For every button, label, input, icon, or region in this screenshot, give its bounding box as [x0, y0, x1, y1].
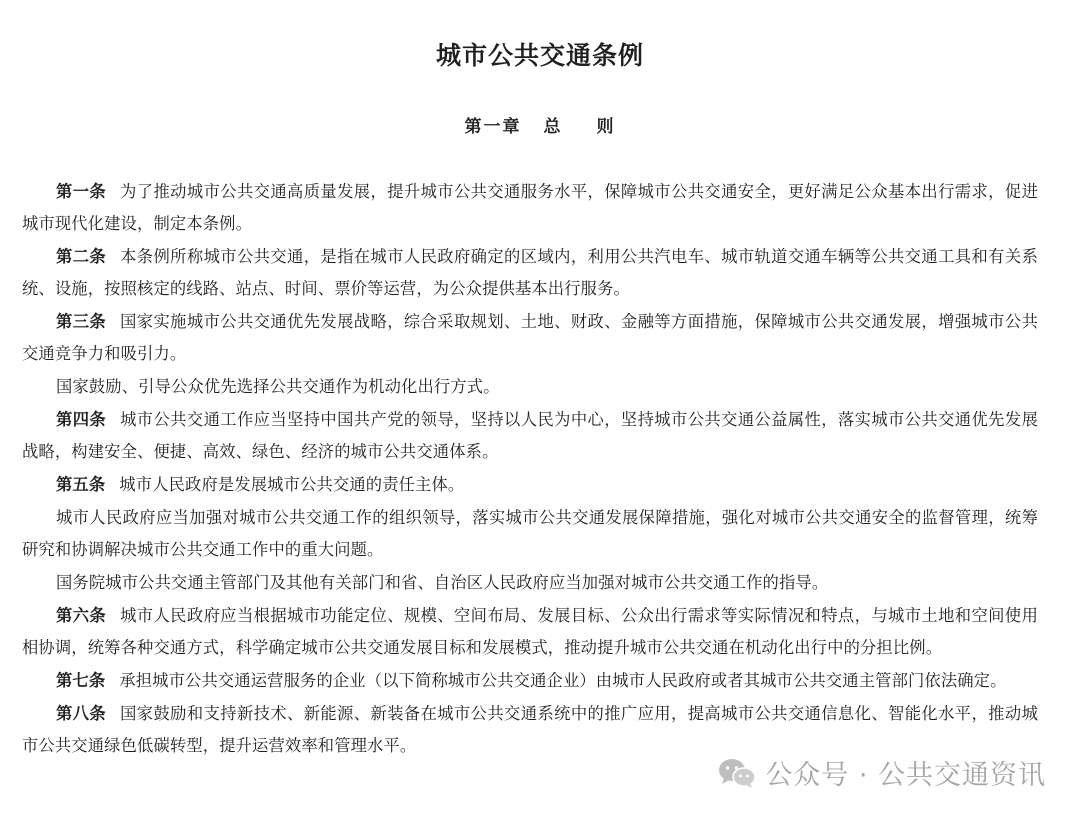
article-text: 城市人民政府应当根据城市功能定位、规模、空间布局、发展目标、公众出行需求等实际情况和特点，与城市土地和空间使用相协调，统筹各种交通方式，科学确定城市公共交通发展目标和发展模式，推动提升城市公共交通在机动化出行中的分担比例。	[22, 606, 1038, 657]
paragraph-article-4	[22, 404, 1038, 468]
article-number: 第一条	[56, 182, 107, 201]
article-text: 城市公共交通工作应当坚持中国共产党的领导，坚持以人民为中心，坚持城市公共交通公益属性，落实城市公共交通优先发展战略，构建安全、便捷、高效、绿色、经济的城市公共交通体系。	[22, 410, 1038, 461]
article-text: 城市人民政府是发展城市公共交通的责任主体。	[119, 475, 465, 494]
paragraph-article-5-clause-2	[22, 502, 1038, 566]
document-title: 城市公共交通条例	[435, 41, 644, 70]
watermark	[717, 753, 1046, 792]
paragraph-article-2	[22, 241, 1038, 305]
article-number: 第三条	[56, 312, 107, 331]
chapter-name-part1: 总	[543, 117, 563, 137]
chapter-number: 第一章	[464, 117, 522, 137]
article-number: 第五条	[56, 475, 106, 494]
watermark-text: 公众号 · 公共交通资讯	[765, 760, 1046, 791]
article-text: 为了推动城市公共交通高质量发展，提升城市公共交通服务水平，保障城市公共交通安全，更好满足公众基本出行需求，促进城市现代化建设，制定本条例。	[22, 182, 1038, 233]
article-number: 第四条	[56, 410, 107, 429]
chapter-heading	[0, 112, 1080, 137]
paragraph-article-3-clause-2	[22, 371, 1038, 403]
paragraph-article-6	[22, 600, 1038, 664]
paragraph-article-1	[22, 176, 1038, 240]
article-number: 第六条	[56, 606, 107, 625]
article-text: 国家实施城市公共交通优先发展战略，综合采取规划、土地、财政、金融等方面措施，保障城市公共交通发展，增强城市公共交通竞争力和吸引力。	[22, 312, 1038, 363]
article-number: 第二条	[56, 247, 107, 266]
paragraph-article-3	[22, 306, 1038, 370]
article-text: 国家鼓励、引导公众优先选择公共交通作为机动化出行方式。	[56, 377, 500, 396]
article-text: 国家鼓励和支持新技术、新能源、新装备在城市公共交通系统中的推广应用，提高城市公共交通信息化、智能化水平，推动城市公共交通绿色低碳转型，提升运营效率和管理水平。	[22, 704, 1038, 755]
article-number: 第八条	[56, 704, 107, 723]
article-text: 国务院城市公共交通主管部门及其他有关部门和省、自治区人民政府应当加强对城市公共交通工作的指导。	[56, 573, 829, 592]
document-body	[22, 176, 1038, 763]
article-text: 承担城市公共交通运营服务的企业（以下简称城市公共交通企业）由城市人民政府或者其城市公共交通主管部门依法确定。	[119, 671, 1007, 690]
paragraph-article-5-clause-3	[22, 567, 1038, 599]
chapter-name-part2: 则	[596, 117, 616, 137]
article-number: 第七条	[56, 671, 106, 690]
article-text: 本条例所称城市公共交通，是指在城市人民政府确定的区域内，利用公共汽电车、城市轨道交通车辆等公共交通工具和有关系统、设施，按照核定的线路、站点、时间、票价等运营，为公众提供基本出行服务。	[22, 247, 1038, 298]
paragraph-article-7	[22, 665, 1038, 697]
article-text: 城市人民政府应当加强对城市公共交通工作的组织领导，落实城市公共交通发展保障措施，强化对城市公共交通安全的监督管理，统筹研究和协调解决城市公共交通工作中的重大问题。	[22, 508, 1038, 559]
wechat-icon	[717, 757, 757, 789]
paragraph-article-5	[22, 469, 1038, 501]
